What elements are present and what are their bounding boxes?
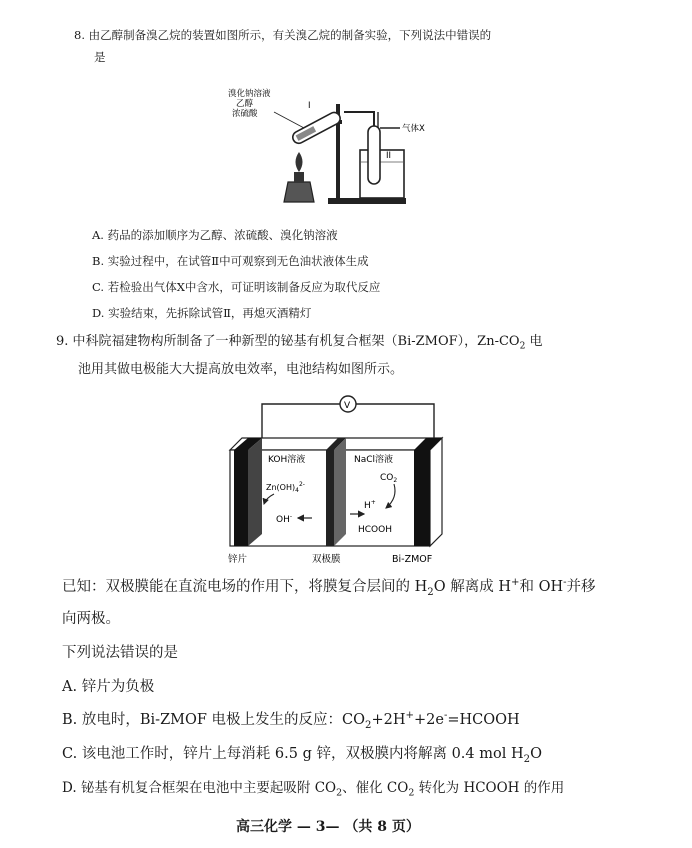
zn-species-label: $Zn(OH)_4^{2-}$ xyxy=(266,481,305,494)
bi-zmof-label: Bi-ZMOF xyxy=(392,554,433,565)
q8-option-d: D. 实验结束，先拆除试管Ⅱ，再熄灭酒精灯 xyxy=(92,306,312,320)
reagent-label-3: 浓硫酸 xyxy=(232,109,258,119)
co2-label: $CO_2$ xyxy=(380,473,398,484)
membrane-label: 双极膜 xyxy=(312,554,341,565)
q9-option-b: B. 放电时，Bi-ZMOF 电极上发生的反应：$CO_2+2H^++2e^-=HCOOH$ xyxy=(62,710,520,731)
right-solution-label: NaCl溶液 xyxy=(354,455,394,465)
q8-apparatus-figure xyxy=(228,86,428,214)
page-footer: 高三化学 — 3— （共 8 页） xyxy=(236,819,420,835)
q8-option-a: A. 药品的添加顺序为乙醇、浓硫酸、溴化钠溶液 xyxy=(92,228,338,242)
tube-1-label: I xyxy=(308,101,311,111)
q9-option-a: A. 锌片为负极 xyxy=(62,679,155,695)
q9-option-c: C. 该电池工作时，锌片上每消耗 6.5 g 锌，双极膜内将解离 0.4 mol $H_2O$ xyxy=(62,746,542,765)
hcooh-label: HCOOH xyxy=(358,525,392,535)
voltmeter-label: V xyxy=(344,401,351,411)
q9-question: 下列说法错误的是 xyxy=(62,645,178,661)
q9-known-line1: 已知：双极膜能在直流电场的作用下，将膜复合层间的 $H_2O$ 解离成 H+和 OH-并移 xyxy=(62,577,596,598)
reagent-label-2: 乙醇 xyxy=(236,99,254,109)
q8-option-c: C. 若检验出气体X中含水，可证明该制备反应为取代反应 xyxy=(92,280,381,294)
q8-stem-line1: 8. 由乙醇制备溴乙烷的装置如图所示，有关溴乙烷的制备实验，下列说法中错误的 xyxy=(74,28,492,42)
q9-stem-line1: 9. 中科院福建物构所制备了一种新型的铋基有机复合框架（Bi-ZMOF），$Zn-CO_2$ 电 xyxy=(56,334,543,352)
q9-known-line2: 向两极。 xyxy=(62,611,120,627)
q9-battery-figure xyxy=(214,390,454,566)
oh-ion-label: OH- xyxy=(276,513,293,525)
q8-option-b: B. 实验过程中，在试管Ⅱ中可观察到无色油状液体生成 xyxy=(92,254,369,268)
tube-2-label: II xyxy=(386,151,392,161)
gas-x-label: 气体X xyxy=(402,124,425,134)
q9-option-d: D. 铋基有机复合框架在电池中主要起吸附 $CO_2$、催化 $CO_2$ 转化为 HCOOH 的作用 xyxy=(62,780,565,799)
q8-stem-line2: 是 xyxy=(94,50,106,64)
q9-stem-line2: 池用其做电极能大大提高放电效率，电池结构如图所示。 xyxy=(78,362,404,377)
h-ion-label: H+ xyxy=(364,499,376,511)
zinc-plate-label: 锌片 xyxy=(228,554,248,565)
left-solution-label: KOH溶液 xyxy=(268,455,306,465)
reagent-label-1: 溴化钠溶液 xyxy=(228,89,271,99)
